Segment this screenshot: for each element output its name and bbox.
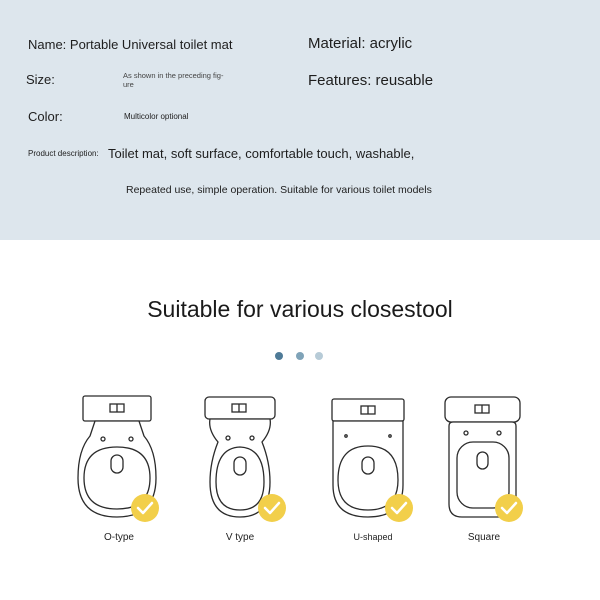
spec-name: Name: Portable Universal toilet mat <box>28 37 233 52</box>
u-shaped-check-icon <box>385 494 413 522</box>
caption-u-shaped: U-shaped <box>353 532 393 542</box>
spec-size-label: Size: <box>26 72 55 87</box>
spec-color-label: Color: <box>28 109 63 124</box>
toilet-types-illustration <box>0 390 600 530</box>
v-type-check-icon <box>258 494 286 522</box>
spec-size-value-line1: As shown in the preceding fig- <box>123 71 224 80</box>
spec-panel <box>0 0 600 240</box>
pagination-dot-2[interactable] <box>296 352 304 360</box>
pagination-dot-3[interactable] <box>315 352 323 360</box>
caption-o-type: O-type <box>103 532 134 543</box>
square-check-icon <box>495 494 523 522</box>
spec-size-value-line2: ure <box>123 80 134 89</box>
spec-description-line2: Repeated use, simple operation. Suitable for various toilet models <box>126 184 432 196</box>
caption-v-type: V type <box>225 532 255 543</box>
caption-square: Square <box>467 532 501 543</box>
spec-material: Material: acrylic <box>308 35 413 52</box>
spec-description-line1: Toilet mat, soft surface, comfortable touch, washable, <box>108 146 415 161</box>
spec-color-value: Multicolor optional <box>124 112 189 121</box>
pagination-dot-1[interactable] <box>275 352 283 360</box>
spec-features: Features: reusable <box>308 72 434 89</box>
section-title: Suitable for various closestool <box>147 296 453 322</box>
spec-size-value <box>123 71 223 89</box>
o-type-check-icon <box>131 494 159 522</box>
spec-description-label: Product description: <box>28 149 99 158</box>
